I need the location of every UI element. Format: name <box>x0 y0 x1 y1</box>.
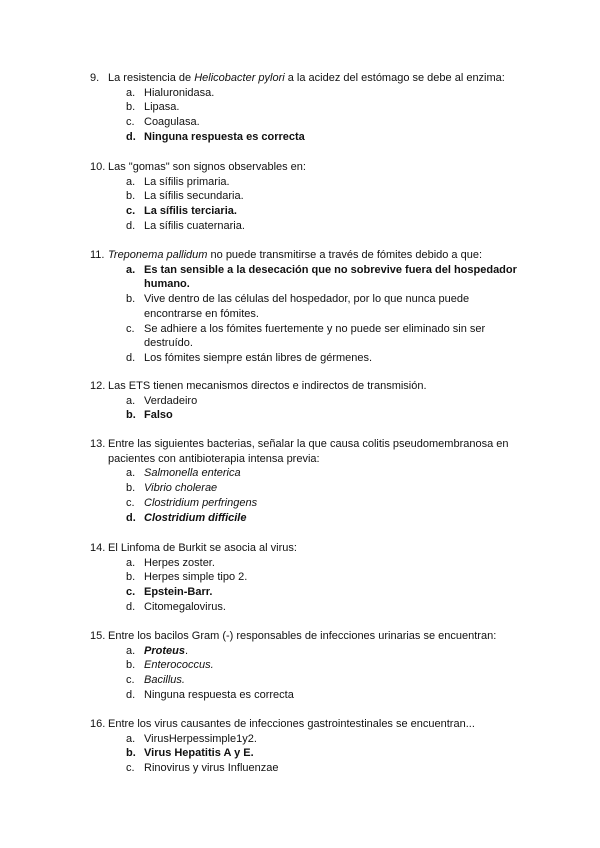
question-stem: 10. Las "gomas" son signos observables en: <box>90 161 306 173</box>
answer-option: c. Se adhiere a los fómites fuertemente y no puede ser eliminado sin ser destruído. <box>126 322 486 350</box>
question-10 <box>90 160 530 234</box>
question-number: 15. <box>90 630 106 642</box>
answer-option: c. Clostridium perfringens <box>126 496 258 509</box>
answer-option: a. Verdadeiro <box>126 394 198 407</box>
correct-answer-option: c. La sífilis terciaria. <box>126 205 237 218</box>
correct-answer-option: b. Virus Hepatitis A y E. <box>126 747 254 760</box>
option-list <box>90 732 530 776</box>
option-list <box>90 644 530 703</box>
question-stem: 9. La resistencia de Helicobacter pylori a la acidez del estómago se debe al enzima: <box>90 72 505 84</box>
question-9 <box>90 71 530 145</box>
question-number: 13. <box>90 438 106 450</box>
option-list <box>90 394 530 423</box>
answer-option: d. La sífilis cuaternaria. <box>126 219 245 232</box>
question-stem: 12. Las ETS tienen mecanismos directos e indirectos de transmisión. <box>90 380 427 392</box>
answer-option: d. Los fómites siempre están libres de gérmenes. <box>126 351 373 364</box>
question-number: 11. <box>90 249 105 261</box>
correct-answer-option: b. Falso <box>126 409 173 422</box>
question-13 <box>90 437 530 525</box>
answer-option: a. La sífilis primaria. <box>126 175 230 188</box>
question-11 <box>90 248 530 366</box>
question-16 <box>90 717 530 776</box>
answer-option: a. VirusHerpessimple1y2. <box>126 732 257 745</box>
question-number: 9. <box>90 72 100 84</box>
question-number: 12. <box>90 380 106 392</box>
answer-option: c. Rinovirus y virus Influenzae <box>126 762 279 775</box>
correct-answer-option: a. Proteus. <box>126 644 189 657</box>
question-15 <box>90 629 530 703</box>
option-list <box>90 263 530 366</box>
answer-option: a. Herpes zoster. <box>126 556 215 569</box>
question-stem: 14. El Linfoma de Burkit se asocia al virus: <box>90 542 297 554</box>
answer-option: b. Enterococcus. <box>126 659 214 672</box>
question-14 <box>90 541 530 615</box>
option-list <box>90 466 530 525</box>
correct-answer-option: c. Epstein-Barr. <box>126 586 213 599</box>
answer-option: b. Vibrio cholerae <box>126 482 218 495</box>
answer-option: b. Herpes simple tipo 2. <box>126 571 248 584</box>
option-list <box>90 86 530 145</box>
answer-option: d. Ninguna respuesta es correcta <box>126 688 294 701</box>
answer-option: c. Coagulasa. <box>126 116 200 129</box>
question-number: 16. <box>90 718 106 730</box>
answer-option: a. Salmonella enterica <box>126 467 241 480</box>
question-stem: 13. Entre las siguientes bacterias, señalar la que causa colitis pseudomembranosa en pacientes con antibioterapia intensa previa: <box>90 438 509 465</box>
option-list <box>90 175 530 234</box>
answer-option: b. Lipasa. <box>126 101 180 114</box>
answer-option: b. Vive dentro de las células del hospedador, por lo que nunca puede encontrarse en fómites. <box>126 293 470 320</box>
answer-option: d. Citomegalovirus. <box>126 600 226 613</box>
question-stem: 15. Entre los bacilos Gram (-) responsables de infecciones urinarias se encuentran: <box>90 630 497 642</box>
answer-option: c. Bacillus. <box>126 674 185 687</box>
answer-option: a. Hialuronidasa. <box>126 86 215 99</box>
option-list <box>90 556 530 615</box>
question-number: 14. <box>90 542 106 554</box>
correct-answer-option: d. Ninguna respuesta es correcta <box>126 130 305 143</box>
question-stem: 11. Treponema pallidum no puede transmitirse a través de fómites debido a que: <box>90 249 483 261</box>
question-12 <box>90 379 530 423</box>
question-number: 10. <box>90 161 106 173</box>
correct-answer-option: d. Clostridium difficile <box>126 511 247 524</box>
correct-answer-option: a. Es tan sensible a la desecación que no sobrevive fuera del hospedador humano. <box>126 263 517 291</box>
answer-option: b. La sífilis secundaria. <box>126 190 244 203</box>
question-stem: 16. Entre los virus causantes de infecciones gastrointestinales se encuentran... <box>90 718 475 730</box>
